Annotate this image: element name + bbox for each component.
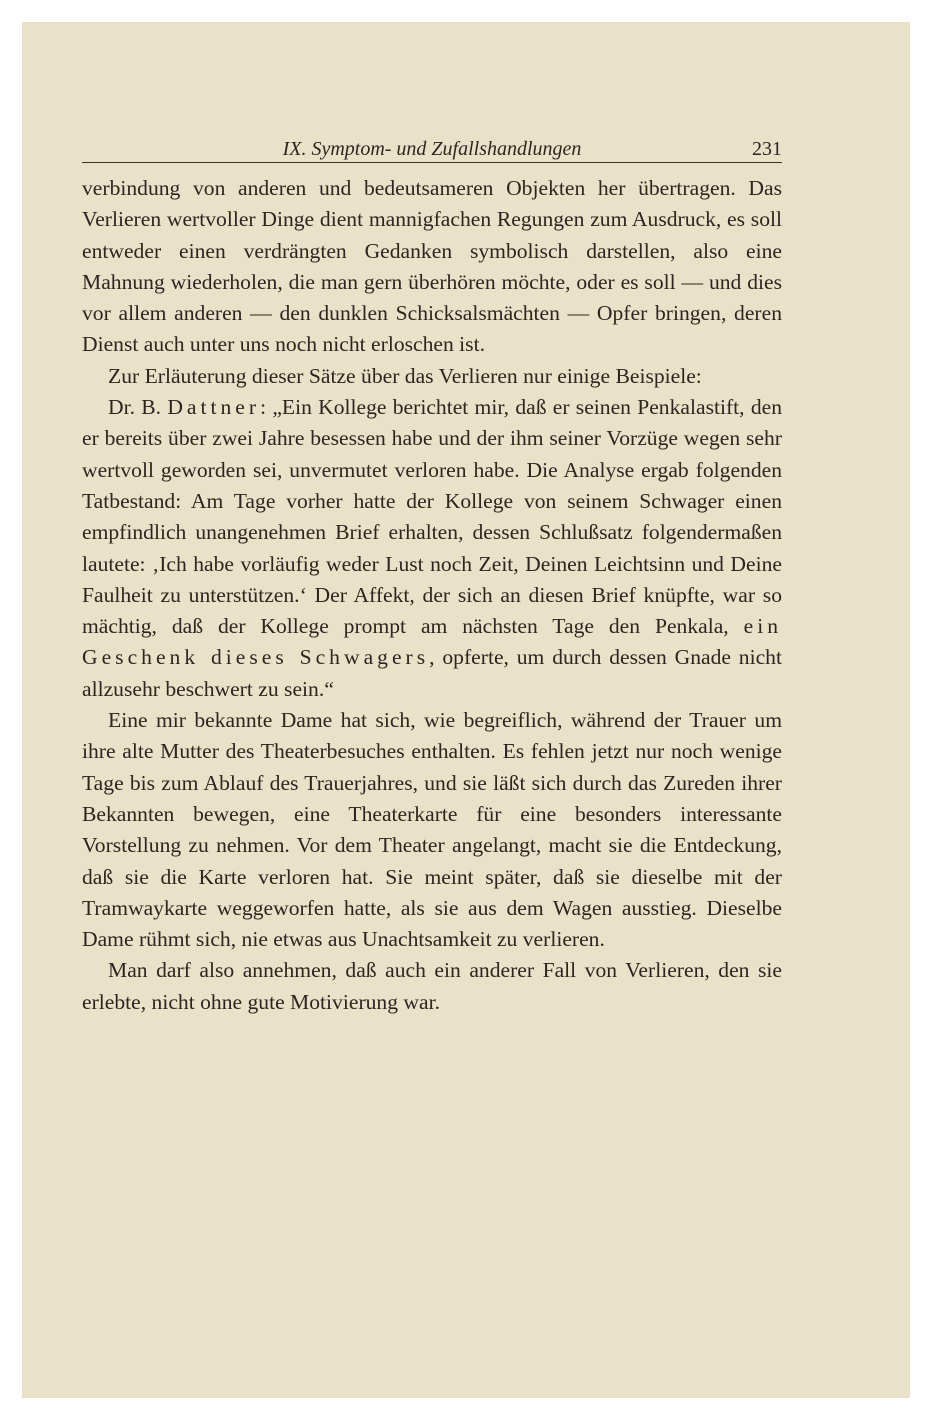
paragraph-1: verbindung von anderen und bedeutsameren Objekten her übertragen. Das Verlieren wertvoller Dinge dient mannigfachen Regungen zum Ausdruck, es soll entweder einen verdrängten Gedanken symbolisch darstellen, also eine Mahnung wiederholen, die man gern überhören möchte, oder es soll — und dies vor allem anderen — den dunklen Schicksalsmächten — Opfer bringen, deren Dienst auch unter uns noch nicht erloschen ist. xyxy=(82,176,782,357)
page-header xyxy=(82,132,782,163)
paragraph-5: Man darf also annehmen, daß auch ein anderer Fall von Verlieren, den sie erlebte, nicht ohne gute Motivierung war. xyxy=(82,958,782,1014)
spaced-emphasis: ein Geschenk dieses Schwagers xyxy=(82,614,782,670)
author-name: Dattner xyxy=(167,395,261,420)
paragraph-3 xyxy=(82,392,782,705)
page-number: 231 xyxy=(752,138,782,160)
quote-part-1: : „Ein Kollege berichtet mir, daß er seinen Penkalastift, den er bereits über zwei Jahre besessen habe und der ihm seiner Vorzüge wegen sehr wertvoll geworden sei, unvermutet verloren habe. Die Analyse ergab folgenden Tatbestand: Am Tage vorher hatte der Kollege von seinem Schwager einen empfindlich unangenehmen Brief erhalten, dessen Schlußsatz folgendermaßen lautete: ‚Ich habe vorläufig weder Lust noch Zeit, Deinen Leichtsinn und Deine Faulheit zu unterstützen.‘ Der Affekt, der sich an diesen Brief knüpfte, war so mächtig, daß der Kollege prompt am nächsten Tage den Penkala, xyxy=(82,395,782,639)
book-page xyxy=(82,22,782,1398)
author-prefix: Dr. B. xyxy=(108,395,168,420)
quote-part-2: , opferte, um durch dessen Gnade nicht allzusehr beschwert zu sein.“ xyxy=(82,645,782,701)
paragraph-4: Eine mir bekannte Dame hat sich, wie begreiflich, während der Trauer um ihre alte Mutter des Theaterbesuches enthalten. Es fehlen jetzt nur noch wenige Tage bis zum Ablauf des Trauerjahres, und sie läßt sich durch das Zureden ihrer Bekannten bewegen, eine Theaterkarte für eine besonders interessante Vorstellung zu nehmen. Vor dem Theater angelangt, macht sie die Entdeckung, daß sie die Karte verloren hat. Sie meint später, daß sie dieselbe mit der Tramwaykarte weggeworfen hatte, als sie aus dem Wagen ausstieg. Dieselbe Dame rühmt sich, nie etwas aus Unachtsamkeit zu verlieren. xyxy=(82,708,782,952)
running-head: IX. Symptom- und Zufallshandlungen xyxy=(282,138,582,160)
paragraph-2: Zur Erläuterung dieser Sätze über das Verlieren nur einige Beispiele: xyxy=(108,363,702,388)
body-text xyxy=(82,173,782,1018)
page-scan xyxy=(22,22,910,1398)
